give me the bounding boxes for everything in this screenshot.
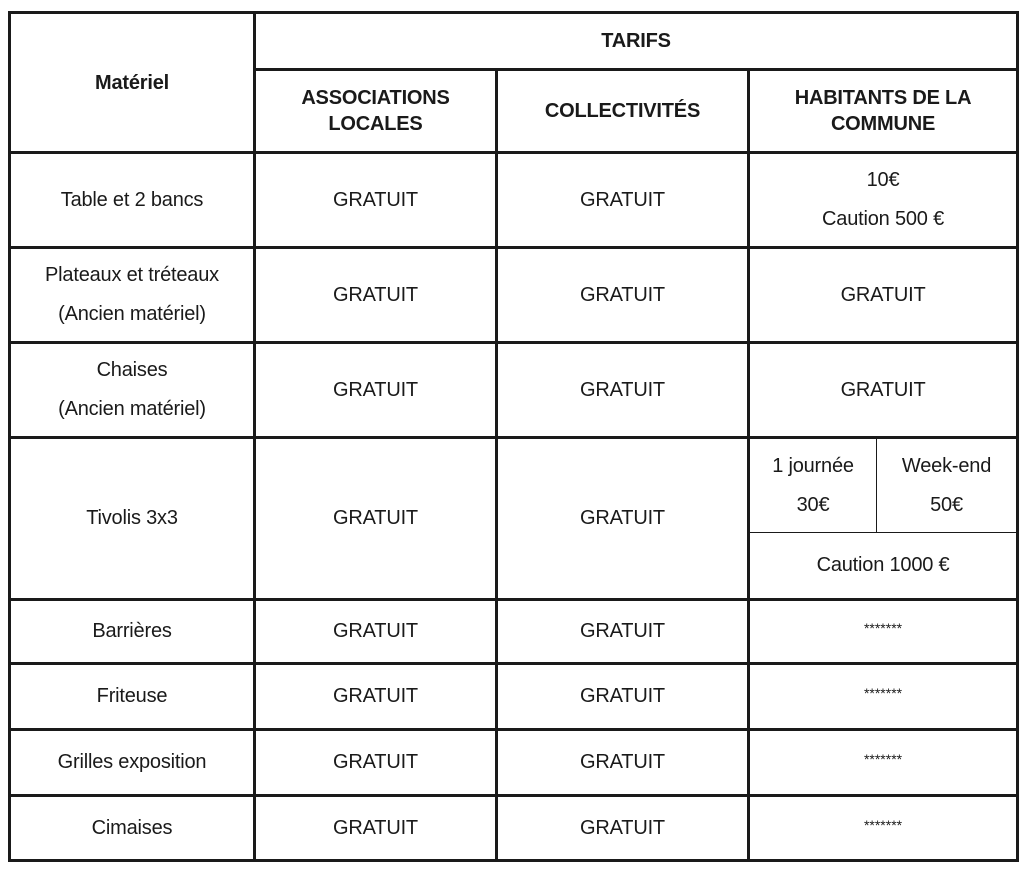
price-habitants-none: *******	[863, 685, 903, 701]
header-row-1	[10, 13, 1018, 70]
table-row	[10, 796, 1018, 861]
price-collectivites: GRATUIT	[497, 438, 749, 600]
price-associations: GRATUIT	[255, 796, 497, 861]
weekend-label: Week-end	[901, 454, 992, 477]
header-tarifs: TARIFS	[255, 13, 1018, 70]
price-habitants	[749, 664, 1018, 730]
header-habitants: HABITANTS DE LA COMMUNE	[749, 70, 1018, 153]
price-collectivites: GRATUIT	[497, 664, 749, 730]
price-collectivites: GRATUIT	[497, 600, 749, 664]
price-associations: GRATUIT	[255, 600, 497, 664]
weekend-price: 50€	[930, 493, 963, 516]
price-collectivites: GRATUIT	[497, 153, 749, 248]
price-caution: Caution 1000 €	[749, 533, 1018, 600]
price-journee	[749, 438, 877, 533]
price-collectivites: GRATUIT	[497, 796, 749, 861]
item-name-line2: (Ancien matériel)	[58, 303, 206, 325]
item-name: Friteuse	[10, 664, 255, 730]
price-habitants	[749, 600, 1018, 664]
item-name: Cimaises	[10, 796, 255, 861]
price-associations: GRATUIT	[255, 730, 497, 796]
price-habitants-amount: 10€	[866, 169, 900, 191]
price-habitants	[749, 730, 1018, 796]
item-name: Grilles exposition	[10, 730, 255, 796]
item-name-line1: Plateaux et tréteaux	[45, 264, 219, 286]
price-associations: GRATUIT	[255, 438, 497, 600]
price-habitants-none: *******	[863, 751, 903, 767]
price-associations: GRATUIT	[255, 248, 497, 343]
price-collectivites: GRATUIT	[497, 730, 749, 796]
journee-label: 1 journée	[772, 454, 854, 477]
price-associations: GRATUIT	[255, 664, 497, 730]
header-associations: ASSOCIATIONS LOCALES	[255, 70, 497, 153]
table-row	[10, 600, 1018, 664]
header-materiel: Matériel	[10, 13, 255, 153]
price-associations: GRATUIT	[255, 343, 497, 438]
table-row	[10, 343, 1018, 438]
item-name	[10, 248, 255, 343]
price-collectivites: GRATUIT	[497, 248, 749, 343]
item-name	[10, 343, 255, 438]
price-habitants-none: *******	[863, 816, 903, 833]
header-collectivites: COLLECTIVITÉS	[497, 70, 749, 153]
table-row	[10, 664, 1018, 730]
price-habitants	[749, 796, 1018, 861]
price-habitants-caution: Caution 500 €	[822, 208, 944, 230]
table-row	[10, 438, 1018, 533]
item-name-line1: Chaises	[96, 359, 168, 381]
item-name-line2: (Ancien matériel)	[58, 398, 206, 420]
price-habitants: GRATUIT	[749, 248, 1018, 343]
price-habitants: GRATUIT	[749, 343, 1018, 438]
journee-price: 30€	[796, 493, 830, 516]
table-row	[10, 248, 1018, 343]
price-habitants-none: *******	[863, 620, 903, 636]
item-name: Barrières	[10, 600, 255, 664]
price-associations: GRATUIT	[255, 153, 497, 248]
table-row	[10, 153, 1018, 248]
price-weekend	[877, 438, 1018, 533]
item-name: Tivolis 3x3	[10, 438, 255, 600]
price-collectivites: GRATUIT	[497, 343, 749, 438]
table-row	[10, 730, 1018, 796]
price-habitants	[749, 153, 1018, 248]
tarifs-table	[8, 11, 1019, 862]
item-name: Table et 2 bancs	[10, 153, 255, 248]
